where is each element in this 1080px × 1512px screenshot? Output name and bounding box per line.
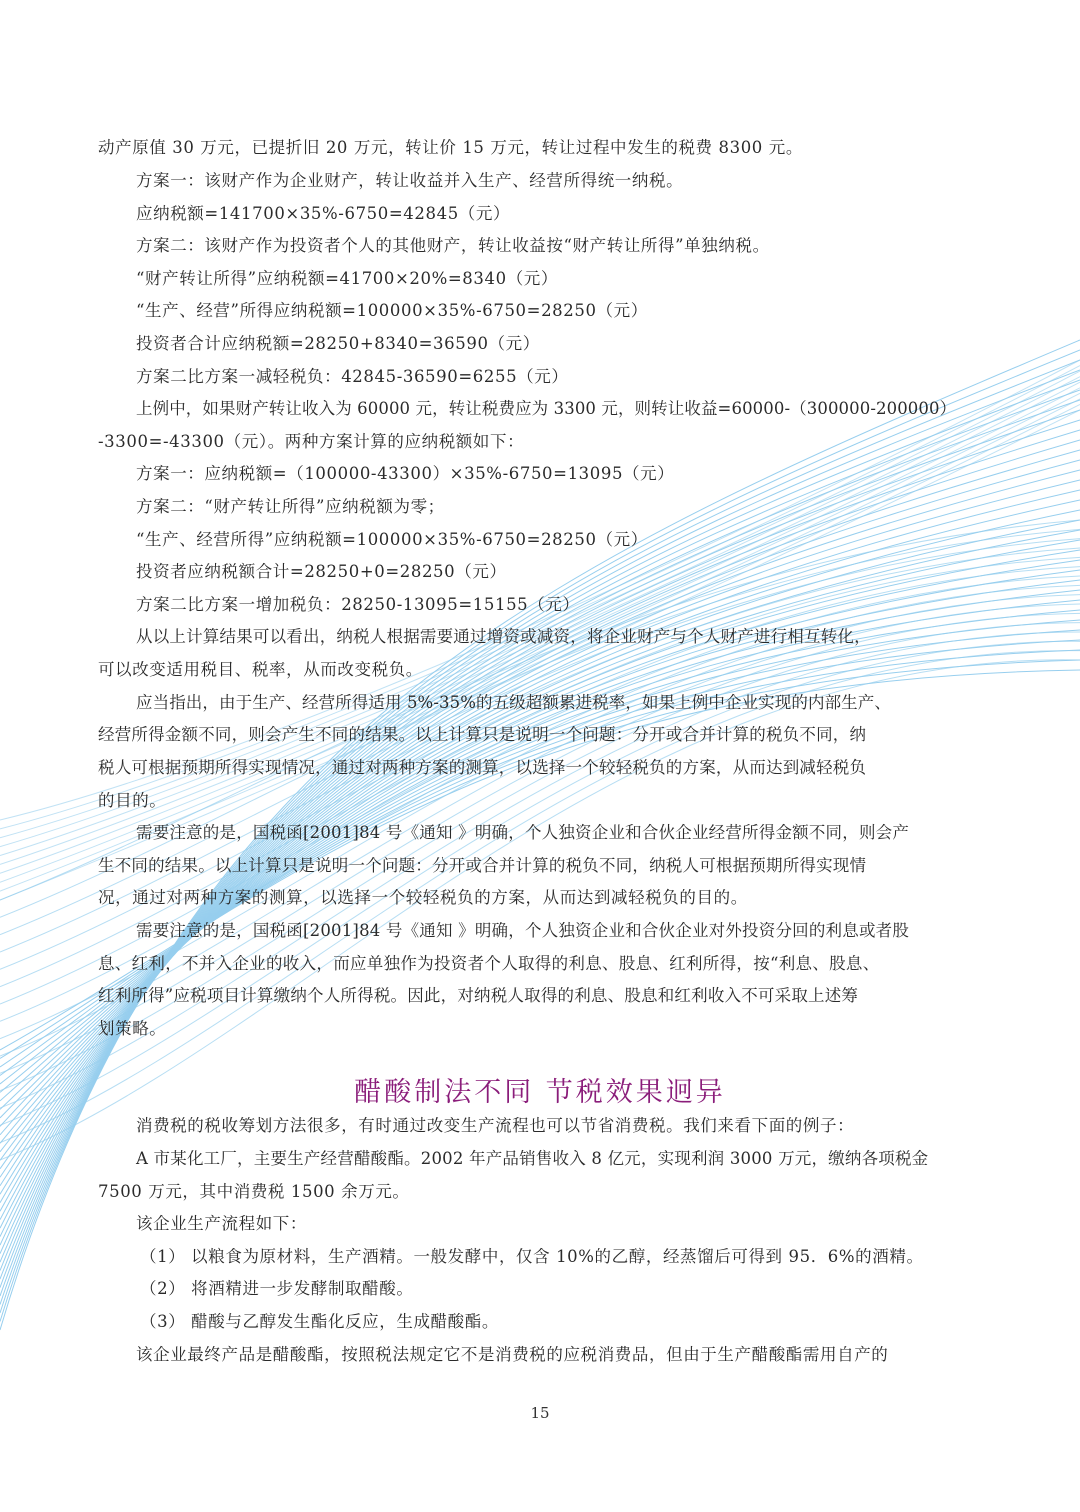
text-line: 应当指出，由于生产、经营所得适用 5%-35%的五级超额累进税率，如果上例中企业实现的内部生产、: [136, 693, 891, 712]
text-line: 从以上计算结果可以看出，纳税人根据需要通过增资或减资，将企业财产与个人财产进行相互转化，: [136, 627, 871, 646]
text-line: “生产、经营所得”应纳税额=100000×35%-6750=28250（元）: [136, 530, 648, 549]
text-line: 方案二：该财产作为投资者个人的其他财产，转让收益按“财产转让所得”单独纳税。: [136, 236, 770, 255]
text-line: 该企业生产流程如下：: [136, 1214, 307, 1233]
text-line: 方案二比方案一减轻税负：42845-36590=6255（元）: [136, 367, 569, 386]
text-line: （1） 以粮食为原材料，生产酒精。一般发酵中，仅含 10%的乙醇，经蒸馏后可得到 95．6%的酒精。: [140, 1247, 924, 1266]
text-line: （2） 将酒精进一步发酵制取醋酸。: [140, 1279, 414, 1298]
text-line: 7500 万元，其中消费税 1500 余万元。: [98, 1182, 410, 1201]
text-line: 投资者应纳税额合计=28250+0=28250（元）: [136, 562, 507, 581]
text-line: 生不同的结果。以上计算只是说明一个问题：分开或合并计算的税负不同，纳税人可根据预期所得实现情: [98, 856, 867, 875]
text-line: 动产原值 30 万元，已提折旧 20 万元，转让价 15 万元，转让过程中发生的税费 8300 元。: [98, 138, 803, 157]
text-line: 方案二比方案一增加税负：28250-13095=15155（元）: [136, 595, 580, 614]
text-line: 投资者合计应纳税额=28250+8340=36590（元）: [136, 334, 540, 353]
text-line: 红利所得”应税项目计算缴纳个人所得税。因此，对纳税人取得的利息、股息和红利收入不可采取上述筹: [98, 986, 859, 1005]
text-line: （3） 醋酸与乙醇发生酯化反应，生成醋酸酯。: [140, 1312, 499, 1331]
text-line: 可以改变适用税目、税率，从而改变税负。: [98, 660, 423, 679]
text-line: 需要注意的是，国税函[2001]84 号《通知 》明确，个人独资企业和合伙企业对外投资分回的利息或者股: [136, 921, 910, 940]
text-line: “生产、经营”所得应纳税额=100000×35%-6750=28250（元）: [136, 301, 648, 320]
text-line: -3300=-43300（元）。两种方案计算的应纳税额如下：: [98, 432, 525, 451]
text-line: 况，通过对两种方案的测算，以选择一个较轻税负的方案，从而达到减轻税负的目的。: [98, 888, 748, 907]
text-line: 应纳税额=141700×35%-6750=42845（元）: [136, 204, 511, 223]
section-heading: 醋酸制法不同 节税效果迥异: [354, 1077, 726, 1108]
page-number: 15: [530, 1404, 550, 1422]
text-line: 划策略。: [98, 1019, 167, 1038]
text-line: “财产转让所得”应纳税额=41700×20%=8340（元）: [136, 269, 558, 288]
text-line: 经营所得金额不同，则会产生不同的结果。以上计算只是说明一个问题：分开或合并计算的税负不同，纳: [98, 725, 867, 744]
text-line: 上例中，如果财产转让收入为 60000 元，转让税费应为 3300 元，则转让收益=60000-（300000-200000）: [136, 399, 957, 418]
text-line: 的目的。: [98, 791, 167, 810]
text-line: 息、红利，不并入企业的收入，而应单独作为投资者个人取得的利息、股息、红利所得，按“利息、股息、: [98, 954, 880, 973]
text-line: 方案一：该财产作为企业财产，转让收益并入生产、经营所得统一纳税。: [136, 171, 684, 190]
text-line: 方案二：“财产转让所得”应纳税额为零；: [136, 497, 445, 516]
text-line: 需要注意的是，国税函[2001]84 号《通知 》明确，个人独资企业和合伙企业经营所得金额不同，则会产: [136, 823, 910, 842]
text-line: 该企业最终产品是醋酸酯，按照税法规定它不是消费税的应税消费品，但由于生产醋酸酯需用自产的: [136, 1345, 889, 1364]
text-line: 方案一：应纳税额=（100000-43300）×35%-6750=13095（元）: [136, 464, 675, 483]
text-line: 税人可根据预期所得实现情况，通过对两种方案的测算，以选择一个较轻税负的方案，从而达到减轻税负: [98, 758, 867, 777]
text-line: 消费税的税收筹划方法很多，有时通过改变生产流程也可以节省消费税。我们来看下面的例子：: [136, 1116, 855, 1135]
text-line: A 市某化工厂，主要生产经营醋酸酯。2002 年产品销售收入 8 亿元，实现利润 3000 万元，缴纳各项税金: [136, 1149, 929, 1168]
